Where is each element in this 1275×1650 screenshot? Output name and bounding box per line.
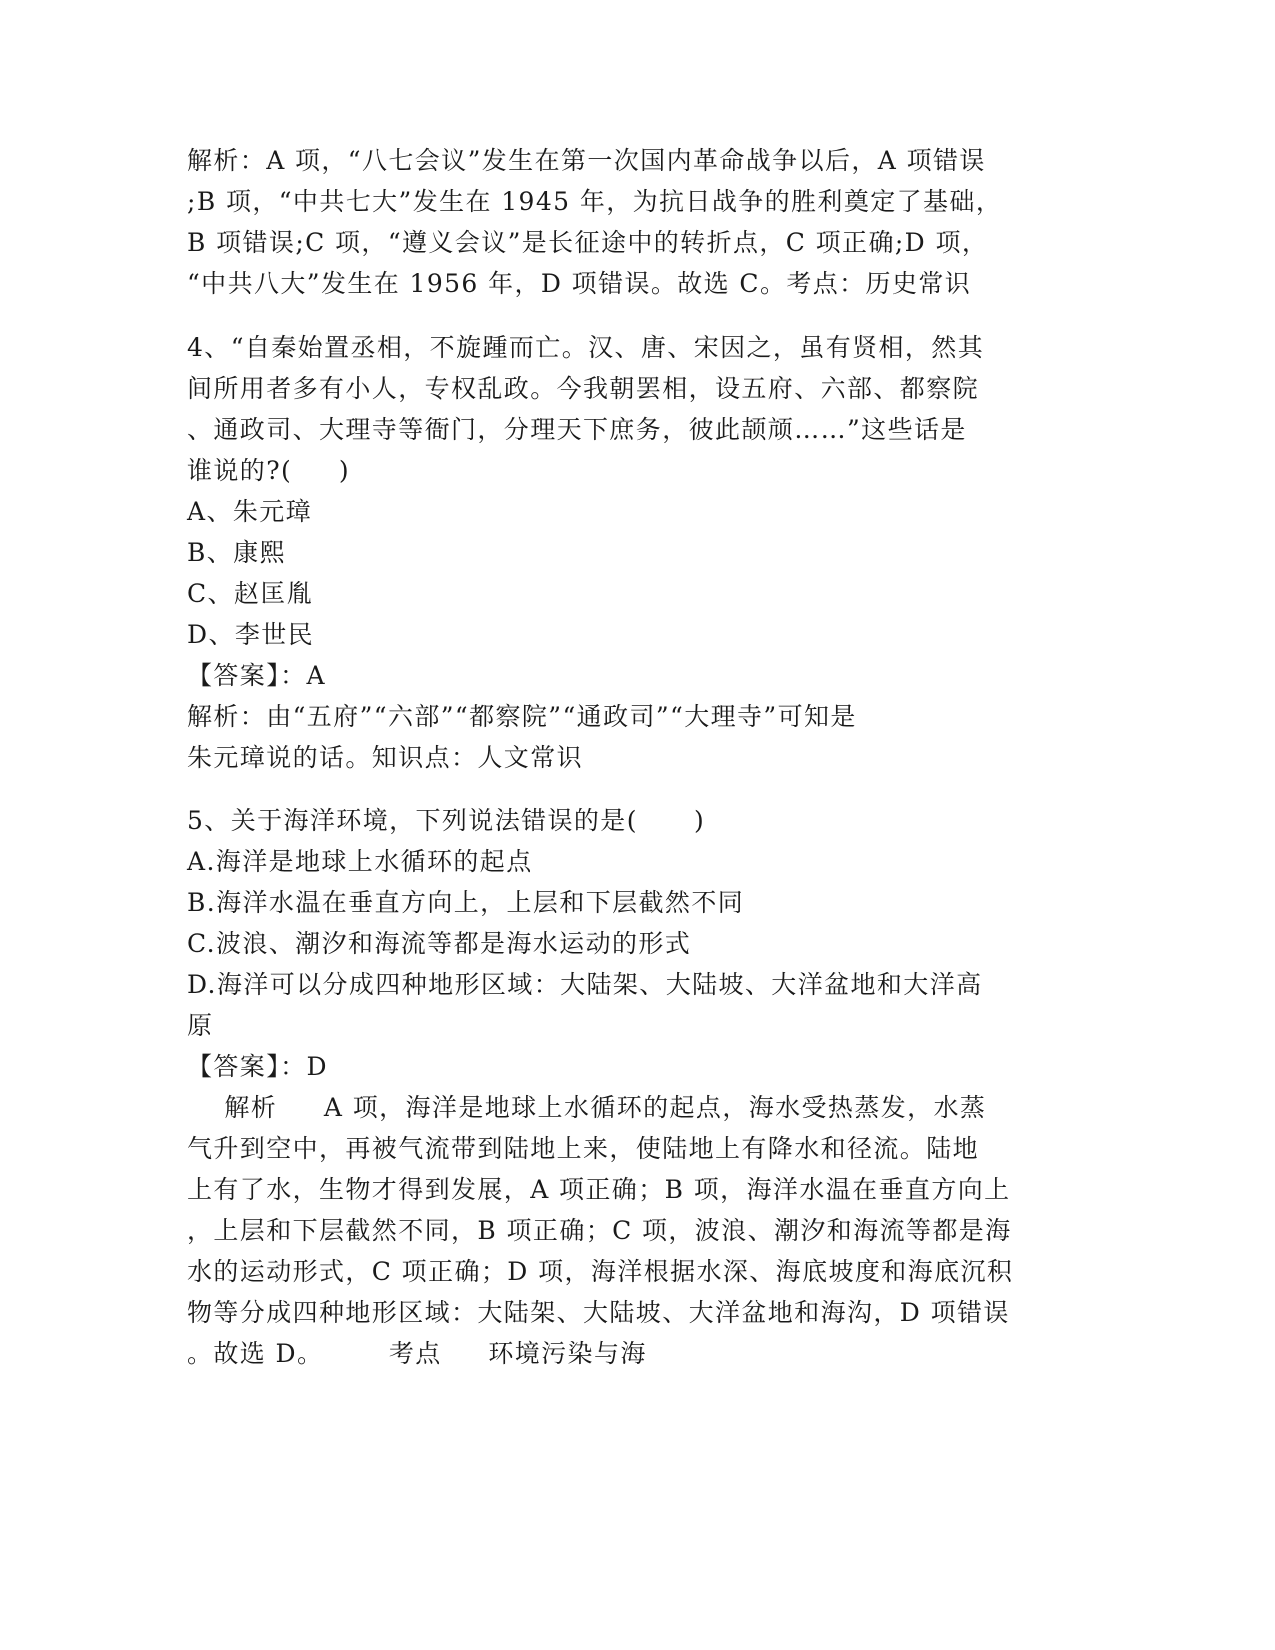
q3-analysis-line: “中共八大”发生在 1956 年，D 项错误。故选 C。考点：历史常识 xyxy=(187,269,972,298)
q4-option-a: A、朱元璋 xyxy=(187,497,313,526)
q5-analysis-line: 解析 A 项，海洋是地球上水循环的起点，海水受热蒸发，水蒸 xyxy=(187,1093,987,1122)
q3-analysis-line: B 项错误;C 项，“遵义会议”是长征途中的转折点，C 项正确;D 项， xyxy=(187,228,989,257)
q5-option-c: C.波浪、潮汐和海流等都是海水运动的形式 xyxy=(187,929,692,958)
q5-analysis-line: 气升到空中，再被气流带到陆地上来，使陆地上有降水和径流。陆地 xyxy=(187,1134,980,1163)
q4-stem-line: 4、“自秦始置丞相，不旋踵而亡。汉、唐、宋因之，虽有贤相，然其 xyxy=(187,333,985,362)
q4-analysis-line: 朱元璋说的话。知识点：人文常识 xyxy=(187,743,584,772)
q5-option-a: A.海洋是地球上水循环的起点 xyxy=(187,847,533,876)
q5-option-d-continued: 原 xyxy=(187,1011,214,1040)
q5-analysis-line: 。故选 D。 考点 环境污染与海 xyxy=(187,1339,647,1368)
q5-stem: 5、关于海洋环境，下列说法错误的是( ) xyxy=(187,806,706,835)
q4-stem-line: 谁说的?( ) xyxy=(187,456,351,485)
q4-option-c: C、赵匡胤 xyxy=(187,579,314,608)
q4-stem-line: 、通政司、大理寺等衙门，分理天下庶务，彼此颉颃……”这些话是 xyxy=(187,415,967,444)
q5-analysis-line: 水的运动形式，C 项正确；D 项，海洋根据水深、海底坡度和海底沉积 xyxy=(187,1257,1014,1286)
q5-option-b: B.海洋水温在垂直方向上，上层和下层截然不同 xyxy=(187,888,745,917)
q5-option-d: D.海洋可以分成四种地形区域：大陆架、大陆坡、大洋盆地和大洋高 xyxy=(187,970,983,999)
q5-answer: 【答案】：D xyxy=(187,1052,328,1081)
q4-stem-line: 间所用者多有小人，专权乱政。今我朝罢相，设五府、六部、都察院 xyxy=(187,374,980,403)
q4-answer: 【答案】：A xyxy=(187,661,326,690)
q5-analysis-line: ，上层和下层截然不同，B 项正确；C 项，波浪、潮汐和海流等都是海 xyxy=(187,1216,1012,1245)
q3-analysis-line: 解析：A 项，“八七会议”发生在第一次国内革命战争以后，A 项错误 xyxy=(187,146,986,175)
q5-analysis-line: 物等分成四种地形区域：大陆架、大陆坡、大洋盆地和海沟，D 项错误 xyxy=(187,1298,1010,1327)
q5-analysis-line: 上有了水，生物才得到发展，A 项正确；B 项，海洋水温在垂直方向上 xyxy=(187,1175,1011,1204)
q4-option-d: D、李世民 xyxy=(187,620,315,649)
q4-option-b: B、康熙 xyxy=(187,538,286,567)
q3-analysis-line: ;B 项，“中共七大”发生在 1945 年，为抗日战争的胜利奠定了基础， xyxy=(187,187,1003,216)
q4-analysis-line: 解析：由“五府”“六部”“都察院”“通政司”“大理寺”可知是 xyxy=(187,702,857,731)
